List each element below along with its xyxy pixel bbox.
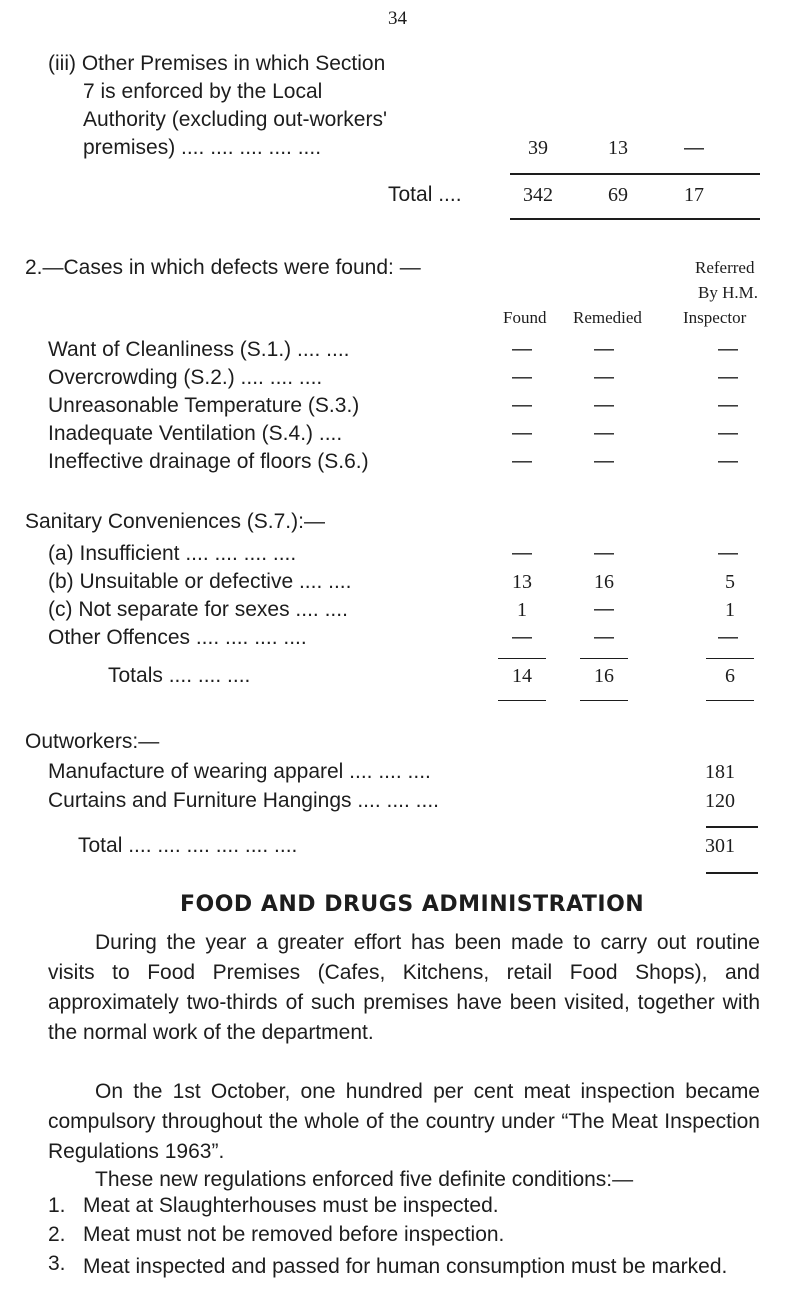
row-inadequate-ventilation: Inadequate Ventilation (S.4.) .... xyxy=(48,422,343,445)
section2-totals-label: Totals .... .... .... xyxy=(108,664,251,687)
paragraph-meat-inspection: On the 1st October, one hundred per cent meat inspection became compulsory throughout the whole of the country under “The Meat Inspection Regulations 1963”. xyxy=(48,1080,760,1163)
row-5-found: — xyxy=(512,450,532,472)
other-remedied: — xyxy=(594,626,614,648)
row-unreasonable-temperature: Unreasonable Temperature (S.3.) xyxy=(48,394,360,417)
outworkers-curtains-value: 120 xyxy=(705,790,735,812)
totals-rule-bottom-1 xyxy=(498,700,546,701)
totals-rule-top-3 xyxy=(706,658,754,659)
col-header-found: Found xyxy=(503,308,547,327)
section1-total-bottom-rule xyxy=(510,218,760,220)
totals-rule-top-1 xyxy=(498,658,546,659)
outworkers-row-apparel: Manufacture of wearing apparel .... .... .... xyxy=(48,760,431,783)
row-5-remedied: — xyxy=(594,450,614,472)
row-1-remedied: — xyxy=(594,338,614,360)
sanitary-2-referred: 5 xyxy=(725,571,735,593)
sanitary-row-insufficient: (a) Insufficient .... .... .... .... xyxy=(48,542,297,565)
item-iii-line-1: (iii) Other Premises in which Section xyxy=(48,52,386,75)
row-want-of-cleanliness: Want of Cleanliness (S.1.) .... .... xyxy=(48,338,350,361)
totals-rule-bottom-3 xyxy=(706,700,754,701)
row-other-offences: Other Offences .... .... .... .... xyxy=(48,626,307,649)
paragraph-new-regulations: These new regulations enforced five definite conditions:— xyxy=(95,1168,634,1191)
row-ineffective-drainage: Ineffective drainage of floors (S.6.) xyxy=(48,450,369,473)
page-number: 34 xyxy=(388,8,407,29)
item-iii-line-2: 7 is enforced by the Local xyxy=(83,80,323,103)
sanitary-row-unsuitable: (b) Unsuitable or defective .... .... xyxy=(48,570,352,593)
condition-3-text: Meat inspected and passed for human consumption must be marked. xyxy=(83,1255,728,1278)
condition-2-number: 2. xyxy=(48,1223,66,1246)
condition-2-text: Meat must not be removed before inspection. xyxy=(83,1223,505,1246)
condition-1-number: 1. xyxy=(48,1194,66,1217)
col-header-referred-1: Referred xyxy=(695,258,755,277)
section1-total-remedied: 69 xyxy=(608,184,628,206)
row-1-found: — xyxy=(512,338,532,360)
sanitary-3-found: 1 xyxy=(517,599,527,621)
paragraph-routine-visits: During the year a greater effort has been made to carry out routine visits to Food Premises (Cafes, Kitchens, retail Food Shops), and approximately two-thirds of such premises have been visited, together with the normal work of the department. xyxy=(48,931,760,1044)
outworkers-total-label: Total .... .... .... .... .... .... xyxy=(78,834,298,857)
outworkers-title: Outworkers:— xyxy=(25,730,160,753)
item-iii-remedied: 13 xyxy=(608,137,628,159)
section-heading-food-drugs: FOOD AND DRUGS ADMINISTRATION xyxy=(180,892,645,917)
row-1-referred: — xyxy=(718,338,738,360)
row-2-referred: — xyxy=(718,366,738,388)
section2-totals-remedied: 16 xyxy=(594,665,614,687)
sanitary-2-remedied: 16 xyxy=(594,571,614,593)
section1-total-referred: 17 xyxy=(684,184,704,206)
sanitary-row-not-separate: (c) Not separate for sexes .... .... xyxy=(48,598,348,621)
totals-rule-top-2 xyxy=(580,658,628,659)
row-3-found: — xyxy=(512,394,532,416)
sanitary-1-found: — xyxy=(512,542,532,564)
row-2-remedied: — xyxy=(594,366,614,388)
row-4-found: — xyxy=(512,422,532,444)
sanitary-title: Sanitary Conveniences (S.7.):— xyxy=(25,510,325,533)
section1-total-top-rule xyxy=(510,173,760,175)
row-3-remedied: — xyxy=(594,394,614,416)
row-5-referred: — xyxy=(718,450,738,472)
item-iii-line-3: Authority (excluding out-workers' xyxy=(83,108,387,131)
other-found: — xyxy=(512,626,532,648)
section2-totals-found: 14 xyxy=(512,665,532,687)
row-4-remedied: — xyxy=(594,422,614,444)
sanitary-2-found: 13 xyxy=(512,571,532,593)
col-header-referred-3: Inspector xyxy=(683,308,747,327)
outworkers-total-value: 301 xyxy=(705,835,735,857)
sanitary-1-referred: — xyxy=(718,542,738,564)
section1-total-found: 342 xyxy=(523,184,553,206)
section2-title: 2.—Cases in which defects were found: — xyxy=(25,256,421,279)
sanitary-3-referred: 1 xyxy=(725,599,735,621)
row-overcrowding: Overcrowding (S.2.) .... .... .... xyxy=(48,366,323,389)
other-referred: — xyxy=(718,626,738,648)
outworkers-apparel-value: 181 xyxy=(705,761,735,783)
section1-total-label: Total .... xyxy=(388,183,462,206)
sanitary-1-remedied: — xyxy=(594,542,614,564)
col-header-remedied: Remedied xyxy=(573,308,642,327)
condition-1-text: Meat at Slaughterhouses must be inspected. xyxy=(83,1194,499,1217)
outworkers-row-curtains: Curtains and Furniture Hangings .... .... .... xyxy=(48,789,440,812)
item-iii-line-4: premises) .... .... .... .... .... xyxy=(83,136,322,159)
col-header-referred-2: By H.M. xyxy=(698,283,758,302)
row-2-found: — xyxy=(512,366,532,388)
condition-3-number: 3. xyxy=(48,1252,66,1275)
row-4-referred: — xyxy=(718,422,738,444)
section2-totals-referred: 6 xyxy=(725,665,735,687)
item-iii-referred: — xyxy=(684,137,704,159)
sanitary-3-remedied: — xyxy=(594,598,614,620)
row-3-referred: — xyxy=(718,394,738,416)
outworkers-total-top-rule xyxy=(706,826,758,828)
totals-rule-bottom-2 xyxy=(580,700,628,701)
item-iii-found: 39 xyxy=(528,137,548,159)
outworkers-total-bottom-rule xyxy=(706,872,758,874)
